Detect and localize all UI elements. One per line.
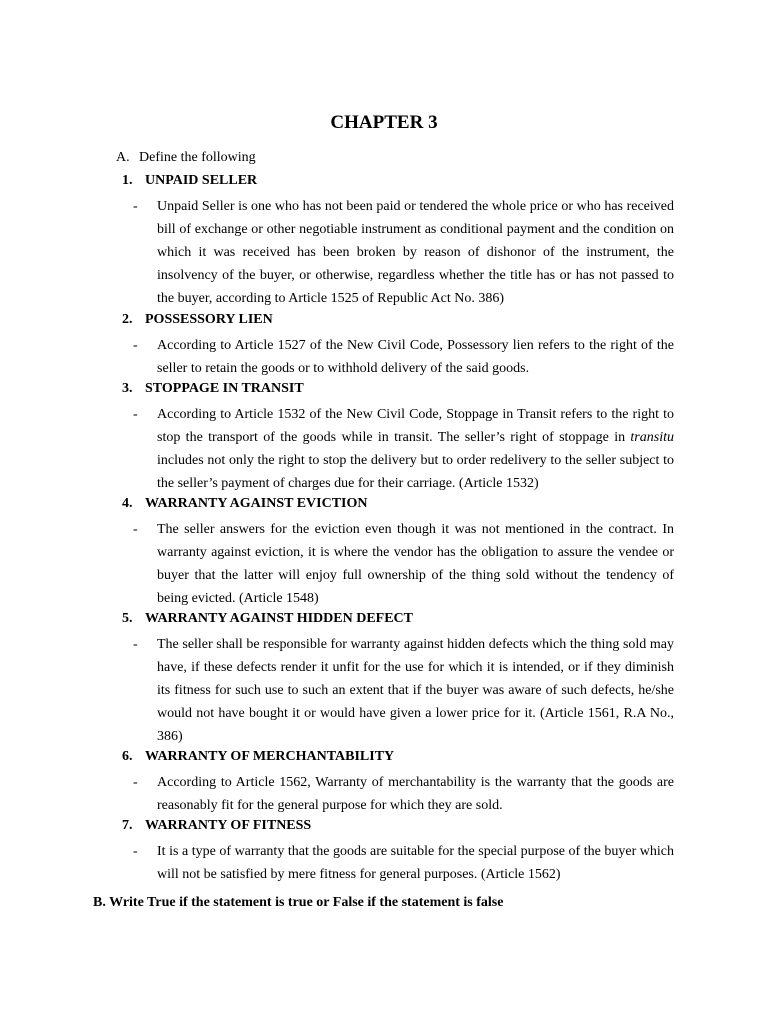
item-definition: According to Article 1562, Warranty of merchantability is the warranty that the goods are reasonably fit for the general purpose for which they are sold.	[157, 775, 674, 813]
item-definition: The seller answers for the eviction even though it was not mentioned in the contract. In warranty against eviction, it is where the vendor has the obligation to assure the vendee or buyer that the latter will enjoy full ownership of the thing sold without the tendency of being evicted. (Article 1548)	[157, 522, 674, 606]
item-definition: According to Article 1527 of the New Civil Code, Possessory lien refers to the right of the seller to retain the goods or to withhold delivery of the said goods.	[157, 338, 674, 376]
bullet-dash: -	[133, 844, 138, 859]
list-item-warranty-against-eviction	[122, 495, 674, 610]
definition-text: includes not only the right to stop the delivery but to order redelivery to the seller subject to the seller’s payment of charges due for their carriage. (Article 1532)	[157, 453, 674, 491]
item-number: 5.	[122, 611, 133, 626]
definition-italic-term: transitu	[630, 430, 674, 445]
item-body	[122, 334, 674, 380]
item-body	[122, 771, 674, 817]
item-body	[122, 195, 674, 310]
bullet-dash: -	[133, 199, 138, 214]
bullet-dash: -	[133, 522, 138, 537]
section-a-letter: A.	[116, 150, 130, 165]
list-item-warranty-of-fitness	[122, 817, 674, 886]
list-item-stoppage-in-transit	[122, 380, 674, 495]
section-b-heading: B. Write True if the statement is true or False if the statement is false	[93, 895, 504, 910]
list-item-possessory-lien	[122, 311, 674, 380]
list-item-warranty-of-merchantability	[122, 748, 674, 817]
item-term: POSSESSORY LIEN	[145, 312, 273, 327]
definitions-list	[122, 172, 674, 886]
item-term: UNPAID SELLER	[145, 173, 258, 188]
item-heading	[122, 172, 674, 190]
item-number: 3.	[122, 381, 133, 396]
item-heading	[122, 311, 674, 329]
item-heading	[122, 610, 674, 628]
bullet-dash: -	[133, 338, 138, 353]
item-body	[122, 518, 674, 610]
item-term: STOPPAGE IN TRANSIT	[145, 381, 304, 396]
bullet-dash: -	[133, 407, 138, 422]
definition-text: According to Article 1532 of the New Civil Code, Stoppage in Transit refers to the right to stop the transport of the goods while in transit. The seller’s right of stoppage in	[157, 407, 674, 445]
bullet-dash: -	[133, 775, 138, 790]
item-term: WARRANTY OF MERCHANTABILITY	[145, 749, 395, 764]
item-heading	[122, 817, 674, 835]
item-number: 4.	[122, 496, 133, 511]
item-number: 7.	[122, 818, 133, 833]
item-definition	[157, 403, 674, 495]
item-body	[122, 633, 674, 748]
item-number: 2.	[122, 312, 133, 327]
item-heading	[122, 380, 674, 398]
item-heading	[122, 748, 674, 766]
item-number: 6.	[122, 749, 133, 764]
bullet-dash: -	[133, 637, 138, 652]
item-term: WARRANTY AGAINST HIDDEN DEFECT	[145, 611, 413, 626]
section-a-heading	[116, 149, 256, 167]
chapter-title: CHAPTER 3	[330, 112, 438, 133]
item-term: WARRANTY OF FITNESS	[145, 818, 312, 833]
item-body	[122, 403, 674, 495]
item-definition: It is a type of warranty that the goods are suitable for the special purpose of the buyer which will not be satisfied by mere fitness for general purposes. (Article 1562)	[157, 844, 674, 882]
section-a-label: Define the following	[139, 150, 256, 165]
item-term: WARRANTY AGAINST EVICTION	[145, 496, 368, 511]
item-heading	[122, 495, 674, 513]
item-body	[122, 840, 674, 886]
item-definition: Unpaid Seller is one who has not been paid or tendered the whole price or who has received bill of exchange or other negotiable instrument as conditional payment and the condition on which it was received has been broken by reason of dishonor of the instrument, the insolvency of the buyer, or otherwise, regardless whether the title has or has not passed to the buyer, according to Article 1525 of Republic Act No. 386)	[157, 199, 674, 306]
item-definition: The seller shall be responsible for warranty against hidden defects which the thing sold may have, if these defects render it unfit for the use for which it is intended, or if they diminish its fitness for such use to such an extent that if the buyer was aware of such defects, he/she would not have bought it or would have given a lower price for it. (Article 1561, R.A No., 386)	[157, 637, 674, 744]
item-number: 1.	[122, 173, 133, 188]
list-item-unpaid-seller	[122, 172, 674, 310]
list-item-warranty-against-hidden-defect	[122, 610, 674, 748]
